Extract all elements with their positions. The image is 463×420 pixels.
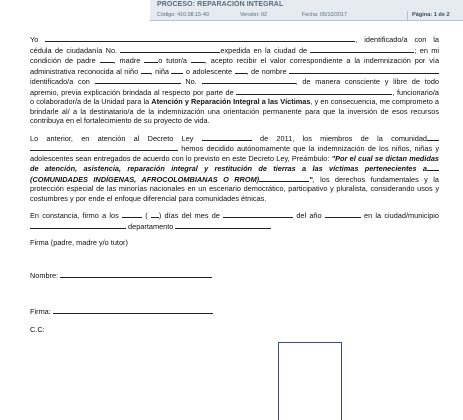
label-cc: C.C: [30,324,45,334]
field-anio[interactable] [325,210,361,218]
field-comunidad-tipo[interactable] [259,174,309,182]
field-cedula[interactable] [120,45,220,53]
field-comunidad-nombre[interactable] [30,143,178,151]
text-funcionario: , funcionario/a o colaborador/a de la Unidad para la [30,87,440,106]
field-comunidad[interactable] [427,133,439,141]
field-signature-nombre[interactable] [60,270,212,278]
text-constancia: En constancia, firmo a los [30,211,119,220]
field-tutor[interactable] [191,55,205,63]
paragraph-constancia [30,210,439,231]
field-municipio[interactable] [30,221,126,229]
field-pertenecientes[interactable] [427,163,439,171]
label-nombre: Nombre: [30,270,59,280]
text-ciudad-municipio: en la ciudad/municipio [364,211,440,220]
text-compromiso: , y en consecuencia, me comprometo a brindarle al/ a la destinatario/a de la indemnización una orientación permanente para que la inversión de esos recursos contribuya en el fortalecimiento de su proyecto de vida. [30,97,440,125]
field-madre[interactable] [144,55,158,63]
text-comunidades: (COMUNIDADES INDÍGENAS, AFROCOLOMBIANAS O RROM) [30,174,260,184]
text-comunidad: de 2011, los miembros de la comunidad [260,133,427,143]
field-tipo-documento[interactable] [95,76,181,84]
text-nina: , niña [150,66,170,76]
field-dias-letras[interactable] [151,210,159,218]
field-decreto-numero[interactable] [202,133,252,141]
text-quote-close: " [309,174,313,184]
text-tutor: o tutor/a [158,56,187,65]
text-derechos: , los derechos fundamentales y la protección especial de las minorías nacionales en un escenario democrático, participativo y pluralista, considerando usos y costumbres y por ende el enfoque diferencial para comunidades étnicas. [30,174,440,203]
process-title: PROCESO: REPARACIÓN INTEGRAL [157,1,284,8]
text-preambulo: "Por el cual se dictan medidas de atención, asistencia, reparación integral y restitución de tierras a las víctimas pertenecientes a [30,153,439,173]
field-departamento[interactable] [175,221,271,229]
paragraph-consent [30,34,439,126]
text-acepto: , acepto recibir el valor correspondiente a la indemnización por vía administrativa reconocida al niño [30,56,440,76]
text-identificado: identificado/a con [30,77,90,86]
text-yo: Yo [30,35,39,44]
field-dias-numero[interactable] [122,210,142,218]
header-fecha: Fecha: 05/10/2017 [302,11,347,18]
paragraph-decree [30,133,439,204]
signature-firma-row [30,306,439,317]
text-expedida: expedida en la ciudad de [220,45,308,55]
text-adolescente: o adolescente [185,66,233,76]
text-condicion: ; en mi condición de padre [30,45,440,65]
text-paren-open: ( [145,211,148,220]
text-mes: ) días del mes de [158,211,220,220]
text-decreto: Lo anterior, en atención al Decreto Ley [30,133,194,143]
signature-name-row [30,270,439,281]
text-madre: , madre [113,56,141,65]
signature-caption: Firma (padre, madre y/o tutor) [30,238,128,247]
document-body [30,34,439,341]
field-name-parent[interactable] [45,34,355,42]
label-firma: Firma: [30,307,51,316]
field-numero-documento[interactable] [202,76,296,84]
text-explicacion: , de manera consciente y libre de todo apremio, previa explicación brindada al respecto por parte de [30,77,439,97]
header-version: Versión: 02 [240,11,267,18]
text-autonomamente: hemos decidido autónomamente que la indemnización de los niños, niñas y adolescentes sean entregados de acuerdo con lo previsto en este Decreto Ley, Preámbulo: [30,144,439,163]
fingerprint-box [278,342,342,420]
header-codigo: Código: 410.08.15-40 [157,11,209,18]
signature-cc-row [30,325,439,335]
text-numero: No. [185,77,197,86]
field-nombre-menor[interactable] [289,66,439,74]
field-nino[interactable] [141,66,151,74]
text-nombre: , de nombre [246,66,287,76]
field-ciudad[interactable] [310,45,414,53]
field-nina[interactable] [171,66,183,74]
field-funcionario[interactable] [236,87,392,95]
text-id: , identificado/a con la cédula de ciudadanía No. [30,35,439,55]
text-unidad-victimas: Atención y Reparación Integral a las Víctimas [151,97,311,106]
field-mes[interactable] [223,210,293,218]
text-anio: del año [296,211,322,220]
header-page-number: Página: 1 de 2 [407,11,463,20]
field-signature-firma[interactable] [53,306,213,314]
field-padre[interactable] [100,55,114,63]
text-departamento: departamento [128,221,174,231]
field-adolescente[interactable] [235,66,247,74]
